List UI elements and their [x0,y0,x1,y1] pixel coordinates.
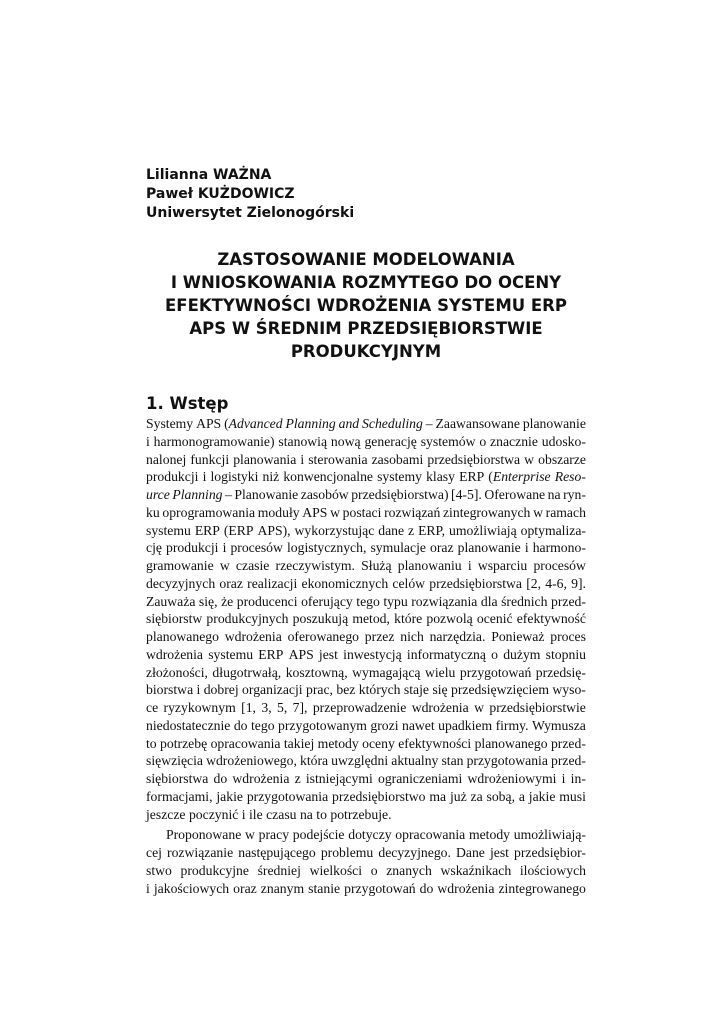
word: długotrwałą, [212,664,282,680]
word: oferowanego [287,629,360,644]
word: oraz [219,575,243,591]
word: 3, [261,700,272,715]
word: Planning [172,487,223,502]
word: przed- [551,593,586,609]
word: ile [249,806,263,822]
word: oceny [362,735,395,751]
word: Oferowane [484,487,546,502]
word: decyzyjnego. [378,845,451,860]
text-line [146,575,586,593]
text-line [146,539,586,557]
word: w [533,504,543,520]
word: przedsięwzięciem [450,682,550,698]
word: niż [262,469,280,485]
word: potrzebę [160,735,208,751]
word: nalonej [146,451,187,467]
word: postaci [342,504,382,520]
word: Zaawansowane [435,416,520,431]
word: zintegrowanego [498,880,586,896]
word: inwestycją [343,646,402,662]
text-line [146,486,586,504]
word: jeszcze [146,806,186,822]
word: w [474,700,484,715]
word: rozwiązań [384,504,441,520]
word: [1, [241,700,256,715]
word: rozwiązania [411,593,478,609]
word: siębiorstw [146,611,203,627]
word: na [547,487,561,502]
word: urce [146,487,170,502]
title-line: APS W ŚREDNIM PRZEDSIĘBIORSTWIE [189,319,543,338]
word: umożliwiają [449,522,517,538]
text-line [146,806,586,824]
word: rzeczywistym. [275,558,355,573]
word: planowanego [474,735,548,751]
word: przeprowadzenie [312,700,407,715]
word: przygotowań [459,664,532,680]
word: ryn- [563,487,586,502]
word: generację [364,433,417,449]
word: producenci [236,593,298,609]
word: w [219,558,230,573]
word: przed- [550,735,586,751]
text-line [146,522,586,540]
word: dane [378,522,405,538]
word: Dane [456,845,485,860]
word: jakościowych [153,880,230,896]
word: upadkiem [438,717,493,733]
title-line: PRODUKCYJNYM [290,342,442,361]
word: moduły [257,504,300,520]
word: w [330,504,340,520]
word: sterowania [308,451,368,467]
word: znacznie [490,433,538,449]
word: metody [468,827,511,843]
word: przedsiębiorstwo [332,788,426,804]
text-line [146,717,586,735]
word: przygotowania [246,788,329,804]
word: (Enterprise [488,469,551,485]
word: zasobów [300,487,349,502]
word: (ERP [223,522,254,538]
word: przygotowań [344,880,416,896]
word: problemu [320,845,374,860]
word: planowaniu [397,558,462,573]
word: tego [250,717,275,733]
word: zasobami [371,451,424,467]
word: produkcyjne [180,862,249,878]
word: wymagającą [352,664,421,680]
word: wielkości [309,862,363,878]
word: oraz [233,880,257,896]
word: wdrożenia [411,700,469,715]
text-line [146,788,586,806]
word: wyso- [552,682,586,698]
text-line [146,468,586,486]
word: przedsiębiorstwa [429,575,523,591]
word: i [467,558,472,573]
author-name: Paweł KUŻDOWICZ [146,186,295,202]
paper-title [146,248,586,363]
word: średniej [257,862,301,878]
word: ce [146,700,159,715]
word: and [338,416,360,431]
text-line [146,610,586,628]
word: wsparciu [477,558,528,573]
word: w [245,827,255,843]
word: o [479,433,487,449]
word: logistyki [210,469,259,485]
word: do [419,880,434,896]
word: Zauważa [146,593,196,609]
word: które [394,611,423,627]
word: decyzyjnych [146,575,216,591]
word: ERP, [418,522,446,538]
word: narzędzia. [429,629,486,644]
word: czasu [266,806,297,822]
word: [4-5]. [451,487,482,502]
word: wykorzystując [294,522,375,538]
author-name: Lilianna WAŻNA [146,167,272,183]
text-line [146,770,586,788]
word: stanowią [278,433,328,449]
word: Proponowane [166,827,242,843]
word: Scheduling [362,416,423,431]
word: niedostatecznie [146,717,231,733]
word: [2, [526,575,542,591]
word: biorstwa [146,682,194,698]
word: in- [570,771,586,786]
word: to [316,806,327,822]
word: celów [392,575,426,591]
word: na [299,806,313,822]
word: złożoności, [146,664,208,680]
word: Planning [285,416,336,431]
word: jakie [216,788,243,804]
word: się, [198,593,218,609]
word: i [196,682,201,698]
text-line [146,415,586,433]
word: znanych [386,862,432,878]
word: i [561,771,566,786]
word: cej [146,845,162,860]
word: jest [489,845,509,860]
word: stwo [146,862,172,878]
paragraph-1 [146,415,586,823]
word: ekonomicznych [301,575,389,591]
word: potrzebuje. [330,806,392,822]
text-line [146,862,586,880]
word: zintegrowanych [442,504,531,520]
word: ilościowych [519,862,586,878]
text-line [146,826,586,844]
word: efektywności [398,735,472,751]
word: planowania [233,451,297,467]
word: grozi [370,717,399,733]
word: funkcji [190,451,230,467]
word: harmono- [532,540,586,556]
word: która [299,753,329,769]
word: poczynić [188,806,239,822]
word: nich [400,629,424,644]
section-heading: 1. Wstęp [146,394,229,413]
text-line [146,844,586,862]
word: takiej [283,735,315,751]
word: przedsiębiorstwie [489,700,586,715]
word: umożliwiają- [513,827,586,843]
word: wdrożeniowego, [206,753,297,769]
word: planowanie [522,416,586,431]
word: ERP [459,469,485,485]
word: i [146,880,150,896]
word: (Advanced [224,416,283,431]
word: jakie [528,788,556,804]
word: sobą, [486,788,516,804]
word: średnich [501,593,548,609]
word: wdrożeniowymi [467,771,557,786]
word: stanie [308,880,341,896]
word: formacjami, [146,788,213,804]
word: kosztowną, [285,664,348,680]
text-line [146,735,586,753]
word: siębiorstwa [146,771,209,786]
word: wdrożenia [437,880,495,896]
word: 7], [292,700,308,715]
word: się [432,682,448,698]
text-line [146,699,586,717]
word: z [294,771,301,786]
word: których [358,682,401,698]
word: wielu [424,664,456,680]
text-line [146,451,586,469]
word: ograniczeniami [377,771,463,786]
word: o [370,862,378,878]
word: metody [317,735,359,751]
word: typu [383,593,408,609]
word: przedsiębiorstwa) [351,487,449,502]
word: o [491,646,498,662]
word: pozwolą [426,611,473,627]
word: APS [302,504,328,520]
word: dotyczy [348,827,392,843]
word: obszarze [538,451,586,467]
word: stopniu [545,646,586,662]
word: harmonogramowanie) [153,433,275,449]
word: i [300,451,305,467]
word: symulacje [370,540,426,556]
word: już [449,788,467,804]
word: czasie [235,558,270,573]
word: produkcyjnych [206,611,289,627]
text-line [146,433,586,451]
title-line: I WNIOSKOWANIA ROZMYTEGO DO OCENY [170,273,562,292]
word: 5, [276,700,288,715]
word: produkcji [166,540,219,556]
word: aktualny [391,753,439,769]
word: organizacji [242,682,303,698]
word: informatyczną [406,646,486,662]
text-line [146,752,586,770]
word: nową [330,433,361,449]
word: firmy. [495,717,529,733]
word: APS [288,646,314,662]
word: klasy [426,469,455,485]
word: oprogramowania [162,504,256,520]
word: oferujący [301,593,353,609]
word: do [213,771,228,786]
word: poszukują [292,611,349,627]
word: Planowanie [234,487,299,502]
word: opracowania [210,735,281,751]
word: i [146,433,150,449]
word: wdrożenia [146,646,204,662]
word: stan [441,753,464,769]
word: – [425,416,433,431]
text-line [146,504,586,522]
word: z [408,522,415,538]
word: i [241,806,246,822]
word: Reso- [554,469,586,485]
word: planowanie [457,540,521,556]
word: Służą [361,558,392,573]
word: ramach [545,504,586,520]
word: a [518,788,525,804]
word: metod, [352,611,390,627]
word: istniejącymi [305,771,373,786]
word: APS [196,416,222,431]
word: Systemy [146,416,194,431]
author-block [146,166,354,223]
word: staje [403,682,429,698]
word: systemy [377,469,422,485]
word: i [524,540,529,556]
text-line [146,664,586,682]
word: produkcji [146,469,199,485]
word: pracy [258,827,290,843]
word: w [524,451,535,467]
title-line: EFEKTYWNOŚCI WDROŻENIA SYSTEMU ERP [165,296,567,315]
word: dobrej [203,682,239,698]
word: do [233,717,248,733]
word: efektywność [516,611,586,627]
word: wdrożenia [224,629,282,644]
word: uwzględni [331,753,389,769]
title-line: ZASTOSOWANIE MODELOWANIA [217,250,515,269]
word: za [470,788,483,804]
word: konwencjonalne [283,469,374,485]
word: gramowanie [146,558,214,573]
word: ku [146,504,160,520]
word: prac, [305,682,333,698]
word: dla [480,593,498,609]
word: przedsię- [535,664,586,680]
word: proces [550,629,586,644]
word: wskaźnikach [440,862,512,878]
word: wdrożenia [232,771,290,786]
word: planowanego [146,629,219,644]
word: ocenić [476,611,513,627]
word: jest [318,646,338,662]
word: cję [146,540,162,556]
word: 9]. [571,575,586,591]
word: ma [429,788,447,804]
word: podejście [292,827,345,843]
word: ryzykownym [163,700,236,715]
word: optymaliza- [520,522,586,538]
word: dużym [503,646,541,662]
word: udosko- [541,433,586,449]
word: opracowania [395,827,466,843]
word: procesów [230,540,283,556]
word: to [146,735,157,751]
word: przez [364,629,395,644]
word: bez [336,682,356,698]
word: Ponieważ [491,629,545,644]
word: ERP [258,646,284,662]
word: przygotowanym [278,717,367,733]
word: musi [559,788,586,804]
word: następującego [238,845,316,860]
word: sięwzięcia [146,753,203,769]
word: znanym [260,880,305,896]
word: że [221,593,234,609]
word: i [222,540,227,556]
text-line [146,557,586,575]
text-line [146,681,586,699]
word: przygotowania [466,753,548,769]
word: tego [356,593,380,609]
text-line [146,628,586,646]
word: ERP [194,522,220,538]
word: systemu [146,522,191,538]
author-affiliation: Uniwersytet Zielonogórski [146,205,355,221]
word: realizacji [247,575,298,591]
paragraph-2 [146,826,586,897]
text-line [146,593,586,611]
word: nawet [401,717,435,733]
word: logistycznych, [286,540,367,556]
word: APS), [257,522,291,538]
word: 4-6, [545,575,567,591]
text-line [146,646,586,664]
word: przedsiębiorstwa [427,451,521,467]
word: procesów [533,558,586,573]
word: przedsiębior- [514,845,586,860]
word: systemów [420,433,476,449]
text-line [146,880,586,898]
body-text [146,415,586,897]
word: systemu [208,646,254,662]
word: – [225,487,232,502]
word: Wymusza [531,717,586,733]
word: i [202,469,207,485]
word: rozwiązanie [167,845,234,860]
word: przed- [550,753,586,769]
word: oraz [430,540,454,556]
